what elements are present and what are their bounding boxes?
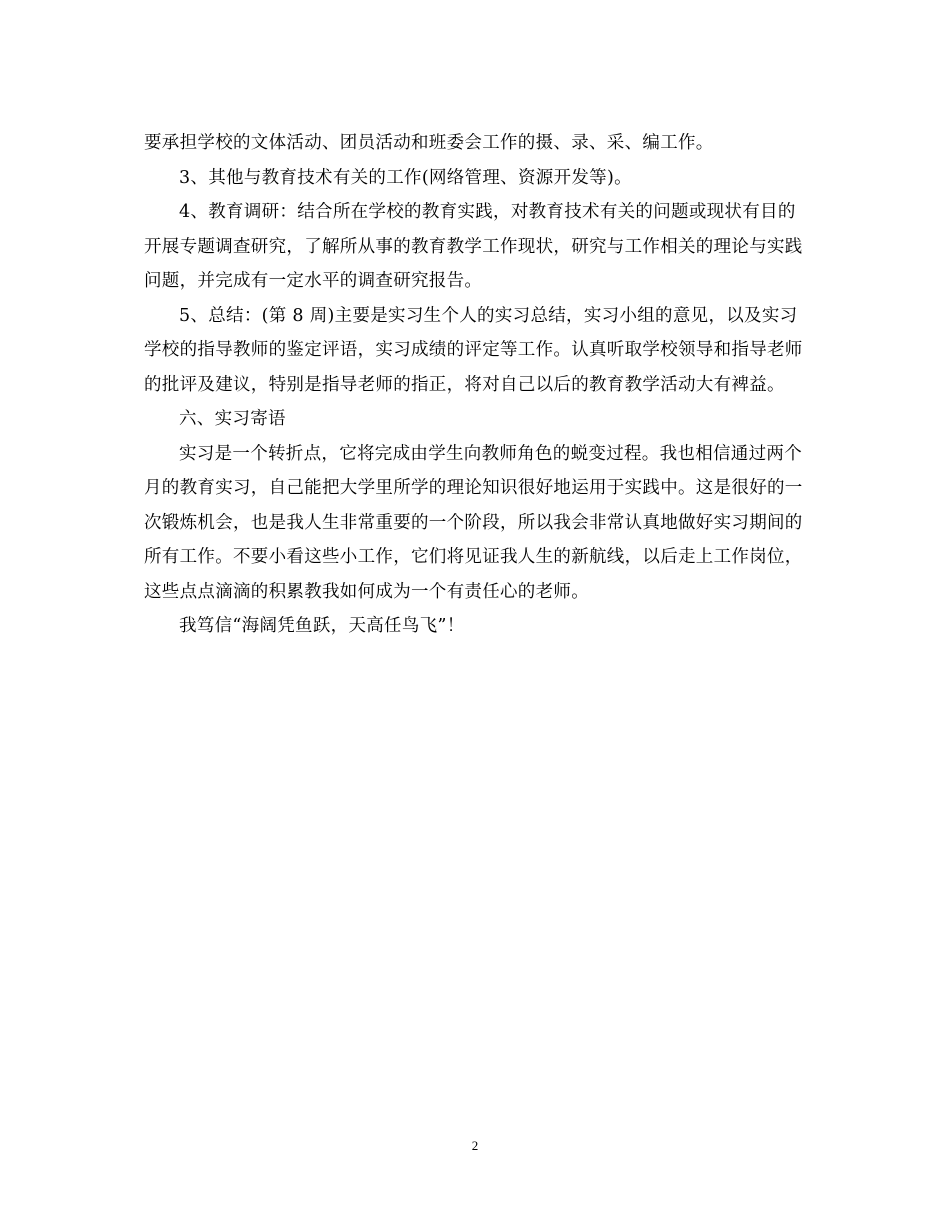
paragraph-item-3: 3、其他与教育技术有关的工作(网络管理、资源开发等)。 <box>179 167 632 188</box>
paragraph-continuation: 要承担学校的文体活动、团员活动和班委会工作的摄、录、采、编工作。 <box>144 133 714 153</box>
paragraph-item-5: 5、总结：(第 8 周)主要是实习生个人的实习总结，实习小组的意见，以及实习学校的指导教师的鉴定评语，实习成绩的评定等工作。认真听取学校领导和指导老师的批评及建议，特别是指导老师的指正，将对自己以后的教育教学活动大有裨益。 <box>144 305 803 395</box>
section-heading: 六、实习寄语 <box>179 409 286 429</box>
paragraph-closing: 我笃信“海阔凭鱼跃，天高任鸟飞”！ <box>179 616 465 636</box>
paragraph-reflection: 实习是一个转折点，它将完成由学生向教师角色的蜕变过程。我也相信通过两个月的教育实习，自己能把大学里所学的理论知识很好地运用于实践中。这是很好的一次锻炼机会，也是我人生非常重要的一个阶段，所以我会非常认真地做好实习期间的所有工作。不要小看这些小工作，它们将见证我人生的新航线，以后走上工作岗位，这些点点滴滴的积累教我如何成为一个有责任心的老师。 <box>144 443 803 602</box>
page-number: 2 <box>471 1138 479 1153</box>
paragraph-item-4: 4、教育调研：结合所在学校的教育实践，对教育技术有关的问题或现状有目的开展专题调查研究，了解所从事的教育教学工作现状，研究与工作相关的理论与实践问题，并完成有一定水平的调查研究报告。 <box>144 202 803 291</box>
document-body <box>144 126 806 644</box>
